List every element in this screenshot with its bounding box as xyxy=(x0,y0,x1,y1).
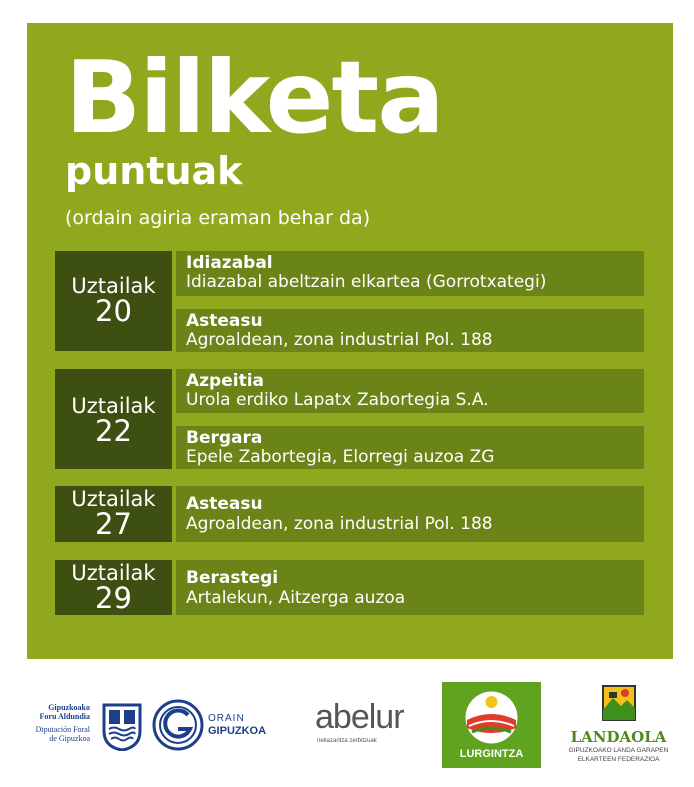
g-circle-icon xyxy=(152,698,204,752)
sponsor-logos xyxy=(0,670,694,787)
venue-address: Urola erdiko Lapatx Zabortegia S.A. xyxy=(186,390,489,410)
venue-town: Bergara xyxy=(186,428,263,448)
landaola-line2: ELKARTEEN FEDERAZIOA xyxy=(577,756,660,763)
landaola-name: LANDAOLA xyxy=(570,728,667,746)
orain-gipuzkoa-logo xyxy=(152,698,272,753)
foru-line4: de Gipuzkoa xyxy=(49,734,90,744)
poster-title: Bilketa xyxy=(65,39,443,156)
field-sun-icon xyxy=(464,690,519,745)
date-box-29 xyxy=(55,560,172,615)
date-month: Uztailak xyxy=(71,394,156,418)
lurgintza-name: LURGINTZA xyxy=(459,748,524,760)
venue-address: Agroaldean, zona industrial Pol. 188 xyxy=(186,514,493,534)
venue-town: Asteasu xyxy=(186,311,263,331)
venue-row xyxy=(176,426,644,469)
date-month: Uztailak xyxy=(71,487,156,511)
abelur-name: abelur xyxy=(315,698,404,736)
date-month: Uztailak xyxy=(71,561,156,585)
landaola-logo xyxy=(566,684,671,766)
venue-row xyxy=(176,309,644,352)
date-box-22 xyxy=(55,369,172,469)
venue-address: Artalekun, Aitzerga auzoa xyxy=(186,588,406,608)
venue-address: Epele Zabortegia, Elorregi auzoa ZG xyxy=(186,447,495,467)
shield-icon xyxy=(102,703,142,751)
date-day: 20 xyxy=(95,294,132,328)
date-box-20 xyxy=(55,251,172,351)
venue-address: Idiazabal abeltzain elkartea (Gorrotxategi) xyxy=(186,272,547,292)
landaola-emblem-icon xyxy=(599,684,639,724)
date-day: 27 xyxy=(95,507,132,541)
venue-town: Azpeitia xyxy=(186,371,265,391)
date-box-27 xyxy=(55,486,172,542)
lurgintza-logo xyxy=(442,682,541,768)
landaola-line1: GIPUZKOAKO LANDA GARAPEN xyxy=(568,747,669,754)
abelur-logo xyxy=(315,700,415,750)
poster-subtitle: puntuak xyxy=(65,149,243,193)
orain-line2: GIPUZKOA xyxy=(208,725,267,737)
foru-line2: Foru Aldundia xyxy=(39,712,90,722)
venue-town: Idiazabal xyxy=(186,253,273,273)
orain-line1: ORAIN xyxy=(208,713,245,724)
venue-address: Agroaldean, zona industrial Pol. 188 xyxy=(186,330,493,350)
gipuzkoa-foru-logo xyxy=(30,703,148,751)
venue-row xyxy=(176,560,644,615)
venue-row xyxy=(176,369,644,413)
date-day: 22 xyxy=(95,414,132,448)
venue-row xyxy=(176,486,644,542)
venue-row xyxy=(176,251,644,296)
date-day: 29 xyxy=(95,581,132,615)
poster-note: (ordain agiria eraman behar da) xyxy=(65,207,371,229)
foru-line3: Diputación Foral xyxy=(35,725,90,734)
foru-line1: Gipuzkoako xyxy=(48,703,90,712)
date-month: Uztailak xyxy=(71,274,156,298)
abelur-tagline: nekazaritza zerbitzuak xyxy=(317,738,377,744)
venue-town: Berastegi xyxy=(186,568,279,588)
venue-town: Asteasu xyxy=(186,494,263,514)
